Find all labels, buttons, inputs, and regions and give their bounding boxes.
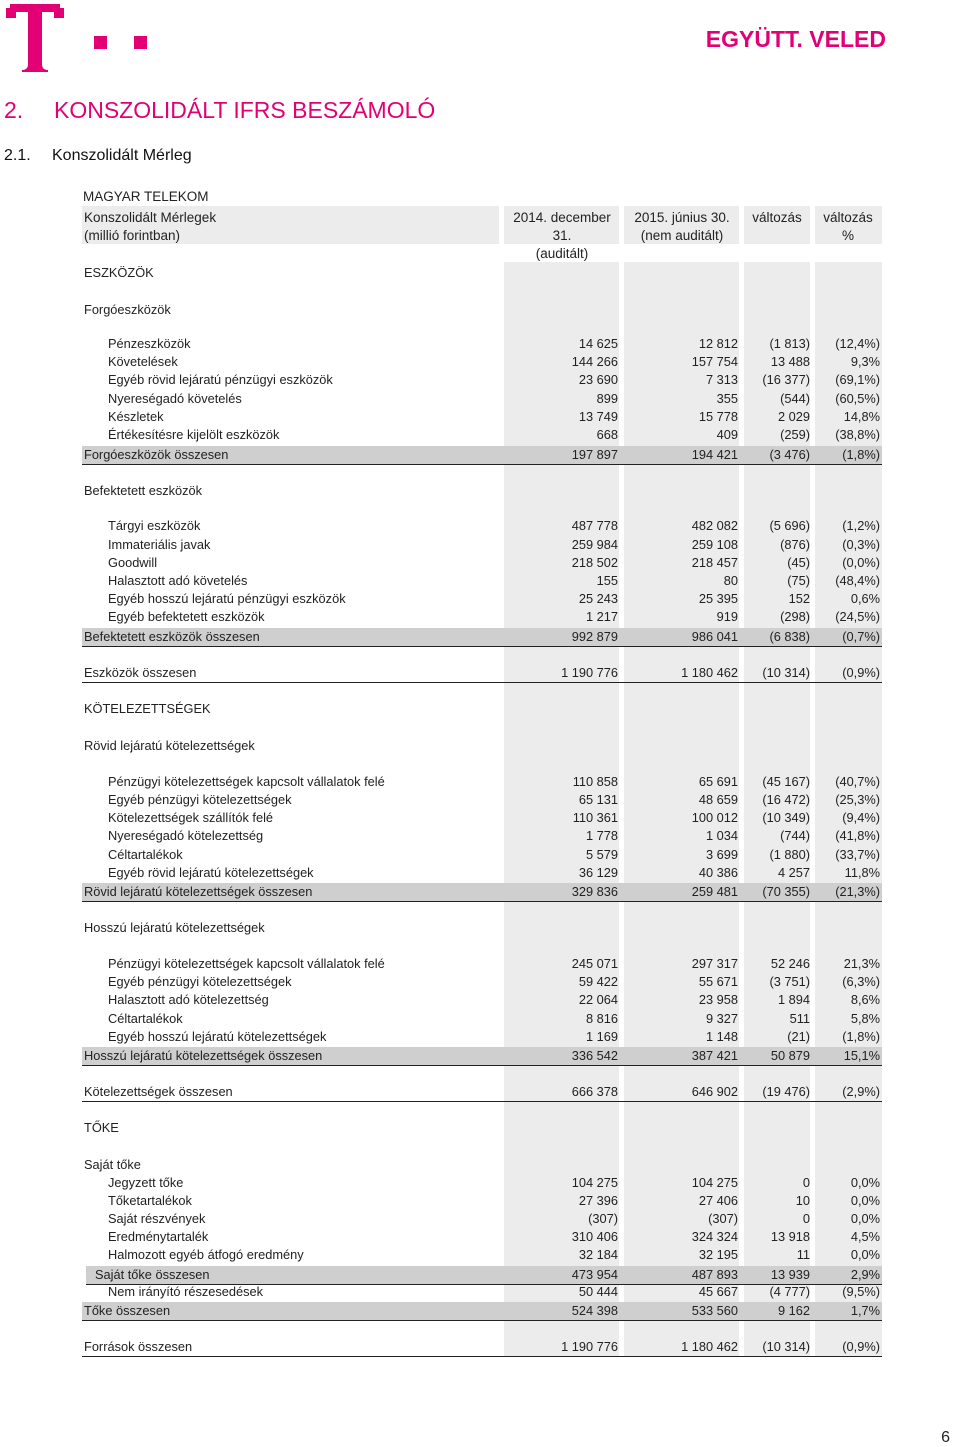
row-label: Pénzeszközök	[108, 336, 191, 351]
header-col2	[622, 209, 742, 245]
row-value-col3: (259)	[780, 427, 810, 442]
row-value-col1: 197 897	[571, 447, 618, 462]
page-number: 6	[941, 1429, 950, 1446]
row-label: Egyéb rövid lejáratú kötelezettségek	[108, 865, 314, 880]
row-value-col1: 22 064	[578, 992, 618, 1007]
row-value-col4: 1,7%	[850, 1303, 880, 1318]
table-row	[82, 827, 882, 845]
row-label: Egyéb hosszú lejáratú kötelezettségek	[108, 1029, 327, 1044]
table-row	[82, 1246, 882, 1264]
row-value-col3: (6 838)	[769, 629, 810, 644]
row-value-col3: 13 918	[770, 1229, 810, 1244]
row-value-col3: 50 879	[770, 1048, 810, 1063]
row-label: Saját részvények	[108, 1211, 206, 1226]
row-label: Rövid lejáratú kötelezettségek	[84, 738, 255, 753]
row-value-col2: 355	[716, 391, 738, 406]
row-value-col4: (40,7%)	[835, 774, 880, 789]
row-value-col2: 15 778	[698, 409, 738, 424]
row-value-col1: 473 954	[571, 1267, 618, 1282]
row-label: Saját tőke összesen	[95, 1267, 210, 1282]
header-gap	[82, 244, 882, 262]
row-value-col4: (25,3%)	[835, 792, 880, 807]
row-label: Befektetett eszközök	[84, 483, 203, 498]
row-value-col3: (19 476)	[762, 1084, 810, 1099]
row-value-col4: 0,0%	[850, 1211, 880, 1226]
section-header-row	[82, 264, 882, 282]
table-row	[82, 572, 882, 590]
row-value-col3: 9 162	[777, 1303, 810, 1318]
row-label: TŐKE	[84, 1120, 119, 1135]
row-value-col4: 8,6%	[850, 992, 880, 1007]
row-value-col1: 259 984	[571, 537, 618, 552]
row-value-col2: 32 195	[698, 1247, 738, 1262]
row-label: Egyéb pénzügyi kötelezettségek	[108, 792, 292, 807]
row-value-col4: (1,2%)	[842, 518, 880, 533]
row-value-col3: 0	[802, 1211, 810, 1226]
row-label: Egyéb hosszú lejáratú pénzügyi eszközök	[108, 591, 346, 606]
table-row	[82, 809, 882, 827]
row-value-col3: (10 314)	[762, 665, 810, 680]
section-header-row	[82, 919, 882, 937]
row-value-col4: (1,8%)	[842, 1029, 880, 1044]
row-underline	[82, 1101, 882, 1102]
total-row	[82, 883, 882, 901]
table-row	[82, 408, 882, 426]
row-label: Forgóeszközök	[84, 302, 171, 317]
table-row	[82, 335, 882, 353]
row-value-col1: 310 406	[571, 1229, 618, 1244]
row-value-col3: (744)	[780, 828, 810, 843]
row-value-col1: 992 879	[571, 629, 618, 644]
row-label: Céltartalékok	[108, 1011, 183, 1026]
row-value-col4: (12,4%)	[835, 336, 880, 351]
row-value-col2: 100 012	[691, 810, 738, 825]
row-label: Értékesítésre kijelölt eszközök	[108, 427, 280, 442]
row-value-col3: 13 939	[770, 1267, 810, 1282]
row-label: Rövid lejáratú kötelezettségek összesen	[84, 884, 313, 899]
row-value-col2: 409	[716, 427, 738, 442]
row-label: Készletek	[108, 409, 164, 424]
row-value-col2: 533 560	[691, 1303, 738, 1318]
subsection-title: Konszolidált Mérleg	[52, 147, 192, 164]
total-row	[82, 446, 882, 464]
row-value-col3: (4 777)	[769, 1284, 810, 1299]
row-value-col3: (75)	[787, 573, 810, 588]
table-row	[82, 517, 882, 535]
section-title: KONSZOLIDÁLT IFRS BESZÁMOLÓ	[54, 97, 436, 123]
table-row	[82, 991, 882, 1009]
header-col1-line2: (auditált)	[535, 246, 589, 261]
row-underline	[82, 464, 882, 465]
row-value-col2: 194 421	[691, 447, 738, 462]
header-col2-line2: (nem auditált)	[640, 228, 724, 243]
row-value-col1: 23 690	[578, 372, 618, 387]
row-label: Kötelezettségek szállítók felé	[108, 810, 274, 825]
row-label: Egyéb rövid lejáratú pénzügyi eszközök	[108, 372, 333, 387]
row-label: Eszközök összesen	[84, 665, 197, 680]
row-value-col4: 4,5%	[850, 1229, 880, 1244]
row-value-col3: (10 349)	[762, 810, 810, 825]
row-value-col1: 110 858	[572, 774, 618, 789]
row-value-col4: (21,3%)	[835, 884, 880, 899]
row-value-col1: 666 378	[571, 1084, 618, 1099]
row-value-col3: 0	[802, 1175, 810, 1190]
table-row	[82, 1174, 882, 1192]
total-row	[86, 1266, 882, 1284]
row-value-col1: 487 778	[571, 518, 618, 533]
row-value-col2: 45 667	[698, 1284, 738, 1299]
row-value-col2: 218 457	[691, 555, 738, 570]
total-row	[82, 628, 882, 646]
row-value-col1: 50 444	[578, 1284, 618, 1299]
table-row	[82, 846, 882, 864]
section-header-row	[82, 1156, 882, 1174]
table-row	[82, 1192, 882, 1210]
row-value-col1: 1 190 776	[561, 1339, 618, 1354]
row-value-col1: 144 266	[571, 354, 618, 369]
table-row	[82, 608, 882, 626]
table-row	[82, 1210, 882, 1228]
row-value-col1: 1 217	[585, 609, 618, 624]
row-value-col2: 104 275	[691, 1175, 738, 1190]
header-label-line1: Konszolidált Mérlegek	[84, 210, 217, 225]
row-value-col1: (307)	[588, 1211, 618, 1226]
row-value-col1: 36 129	[578, 865, 618, 880]
row-value-col2: 9 327	[705, 1011, 738, 1026]
row-value-col1: 899	[596, 391, 618, 406]
table-row	[82, 554, 882, 572]
row-value-col2: 157 754	[691, 354, 738, 369]
row-value-col4: (24,5%)	[835, 609, 880, 624]
row-value-col4: 21,3%	[843, 956, 880, 971]
total-row	[82, 1083, 882, 1101]
row-value-col2: 40 386	[698, 865, 738, 880]
row-value-col3: (1 880)	[769, 847, 810, 862]
row-label: Goodwill	[108, 555, 158, 570]
row-label: Tárgyi eszközök	[108, 518, 201, 533]
section-header-row	[82, 737, 882, 755]
row-value-col4: (48,4%)	[835, 573, 880, 588]
brand-slogan: EGYÜTT. VELED	[705, 26, 886, 52]
row-value-col4: 0,0%	[850, 1193, 880, 1208]
table-row	[82, 390, 882, 408]
table-row	[82, 1028, 882, 1046]
table-row	[82, 426, 882, 444]
row-label: Halasztott adó követelés	[108, 573, 248, 588]
row-label: Nyereségadó követelés	[108, 391, 242, 406]
row-value-col4: 9,3%	[850, 354, 880, 369]
row-label: Hosszú lejáratú kötelezettségek összesen	[84, 1048, 323, 1063]
telekom-t-logo-icon	[6, 4, 156, 72]
row-value-col4: 0,0%	[850, 1247, 880, 1262]
header-col4-line1: változás	[823, 210, 873, 225]
row-label: Nyereségadó kötelezettség	[108, 828, 264, 843]
row-value-col3: (1 813)	[769, 336, 810, 351]
row-label: Forgóeszközök összesen	[84, 447, 229, 462]
row-label: Halmozott egyéb átfogó eredmény	[108, 1247, 304, 1262]
total-row	[82, 1302, 882, 1320]
row-value-col3: (16 472)	[762, 792, 810, 807]
table-row	[82, 955, 882, 973]
table-row	[82, 353, 882, 371]
row-value-col4: 14,8%	[843, 409, 880, 424]
row-value-col1: 155	[596, 573, 618, 588]
row-value-col4: 2,9%	[850, 1267, 880, 1282]
row-value-col3: (3 476)	[769, 447, 810, 462]
row-value-col3: (16 377)	[762, 372, 810, 387]
row-value-col4: (2,9%)	[842, 1084, 880, 1099]
row-value-col2: 259 108	[691, 537, 738, 552]
table-row	[82, 371, 882, 389]
table-row	[82, 1283, 882, 1301]
row-value-col3: 11	[796, 1247, 810, 1262]
row-value-col2: 487 893	[691, 1267, 738, 1282]
row-value-col2: 324 324	[691, 1229, 738, 1244]
row-value-col1: 336 542	[571, 1048, 618, 1063]
row-value-col3: (3 751)	[769, 974, 810, 989]
section-header-row	[82, 1119, 882, 1137]
row-value-col2: 646 902	[691, 1084, 738, 1099]
row-value-col2: 1 180 462	[681, 665, 738, 680]
row-value-col3: 13 488	[770, 354, 810, 369]
row-underline	[82, 1065, 882, 1066]
header-label	[84, 209, 384, 245]
section-heading	[4, 97, 435, 124]
row-label: ESZKÖZÖK	[84, 265, 154, 280]
row-value-col2: 919	[716, 609, 738, 624]
row-value-col4: (60,5%)	[835, 391, 880, 406]
row-value-col2: 986 041	[691, 629, 738, 644]
row-value-col2: 1 034	[705, 828, 738, 843]
table-row	[82, 1228, 882, 1246]
row-label: Jegyzett tőke	[108, 1175, 184, 1190]
row-value-col4: (0,3%)	[842, 537, 880, 552]
row-value-col4: 15,1%	[843, 1048, 880, 1063]
row-value-col4: (0,9%)	[842, 665, 880, 680]
row-label: Saját tőke	[84, 1157, 141, 1172]
row-underline	[82, 1320, 882, 1321]
row-label: Egyéb pénzügyi kötelezettségek	[108, 974, 292, 989]
header-col3-line1: változás	[752, 210, 802, 225]
row-value-col1: 329 836	[571, 884, 618, 899]
header-col4-line2: %	[841, 228, 854, 243]
row-value-col2: 482 082	[691, 518, 738, 533]
row-value-col2: 25 395	[698, 591, 738, 606]
row-value-col2: 80	[723, 573, 738, 588]
row-value-col4: 5,8%	[850, 1011, 880, 1026]
section-header-row	[82, 700, 882, 718]
row-value-col3: (10 314)	[762, 1339, 810, 1354]
row-label: Céltartalékok	[108, 847, 183, 862]
row-value-col3: (544)	[780, 391, 810, 406]
row-label: Halasztott adó kötelezettség	[108, 992, 269, 1007]
row-value-col4: (33,7%)	[835, 847, 880, 862]
row-value-col4: 11,8%	[844, 865, 880, 880]
row-value-col4: (1,8%)	[842, 447, 880, 462]
section-header-row	[82, 482, 882, 500]
row-label: KÖTELEZETTSÉGEK	[84, 701, 211, 716]
section-header-row	[82, 301, 882, 319]
row-value-col3: 2 029	[777, 409, 810, 424]
row-value-col1: 110 361	[572, 810, 618, 825]
row-value-col3: (45 167)	[762, 774, 810, 789]
row-value-col2: 1 180 462	[681, 1339, 738, 1354]
row-value-col2: 48 659	[698, 792, 738, 807]
row-value-col4: (6,3%)	[842, 974, 880, 989]
row-value-col3: (21)	[787, 1029, 810, 1044]
row-value-col1: 32 184	[578, 1247, 618, 1262]
company-name: MAGYAR TELEKOM	[83, 189, 209, 204]
row-label: Befektetett eszközök összesen	[84, 629, 260, 644]
row-label: Pénzügyi kötelezettségek kapcsolt vállalatok felé	[108, 774, 385, 789]
row-value-col4: (0,9%)	[842, 1339, 880, 1354]
header-col1-line1: 2014. december 31.	[513, 210, 611, 243]
row-value-col1: 59 422	[578, 974, 618, 989]
row-value-col4: 0,6%	[850, 591, 880, 606]
subsection-number: 2.1.	[4, 147, 31, 164]
row-value-col4: (0,7%)	[842, 629, 880, 644]
row-value-col1: 218 502	[571, 555, 618, 570]
row-underline	[82, 1356, 882, 1357]
row-value-col1: 1 778	[585, 828, 618, 843]
row-value-col4: (38,8%)	[835, 427, 880, 442]
table-row	[82, 973, 882, 991]
row-value-col1: 1 190 776	[561, 665, 618, 680]
row-value-col4: (9,4%)	[842, 810, 880, 825]
total-row	[82, 1338, 882, 1356]
row-value-col2: 7 313	[705, 372, 738, 387]
table-row	[82, 536, 882, 554]
row-value-col3: (876)	[780, 537, 810, 552]
row-label: Egyéb befektetett eszközök	[108, 609, 265, 624]
row-value-col3: 52 246	[770, 956, 810, 971]
row-value-col1: 245 071	[571, 956, 618, 971]
row-value-col4: (69,1%)	[835, 372, 880, 387]
row-value-col4: (9,5%)	[842, 1284, 880, 1299]
row-value-col4: (0,0%)	[842, 555, 880, 570]
row-value-col3: 511	[789, 1011, 810, 1026]
row-value-col3: (70 355)	[762, 884, 810, 899]
row-value-col2: 65 691	[698, 774, 738, 789]
row-value-col1: 27 396	[578, 1193, 618, 1208]
row-label: Források összesen	[84, 1339, 193, 1354]
row-value-col4: 0,0%	[850, 1175, 880, 1190]
row-label: Követelések	[108, 354, 178, 369]
table-row	[82, 791, 882, 809]
row-underline	[82, 901, 882, 902]
row-value-col2: 259 481	[691, 884, 738, 899]
total-row	[82, 1047, 882, 1065]
row-value-col1: 5 579	[585, 847, 618, 862]
row-label: Hosszú lejáratú kötelezettségek	[84, 920, 265, 935]
row-label: Pénzügyi kötelezettségek kapcsolt vállalatok felé	[108, 956, 385, 971]
row-value-col3: 4 257	[777, 865, 810, 880]
header-col2-line1: 2015. június 30.	[634, 210, 730, 225]
row-value-col3: (298)	[780, 609, 810, 624]
row-underline	[82, 682, 882, 683]
row-value-col1: 25 243	[578, 591, 618, 606]
row-value-col1: 65 131	[578, 792, 618, 807]
subsection-heading	[4, 147, 192, 165]
row-value-col2: 1 148	[705, 1029, 738, 1044]
row-value-col2: (307)	[708, 1211, 738, 1226]
section-number: 2.	[4, 97, 24, 123]
row-value-col2: 55 671	[698, 974, 738, 989]
row-label: Eredménytartalék	[108, 1229, 209, 1244]
row-label: Nem irányító részesedések	[108, 1284, 264, 1299]
row-value-col3: (45)	[787, 555, 810, 570]
table-row	[82, 773, 882, 791]
table-row	[82, 864, 882, 882]
table-row	[82, 590, 882, 608]
row-label: Tőke összesen	[84, 1303, 171, 1318]
row-value-col1: 8 816	[585, 1011, 618, 1026]
row-value-col1: 668	[596, 427, 618, 442]
row-underline	[82, 646, 882, 647]
row-value-col1: 14 625	[578, 336, 618, 351]
row-label: Kötelezettségek összesen	[84, 1084, 233, 1099]
header-col3	[742, 209, 812, 227]
row-value-col2: 27 406	[698, 1193, 738, 1208]
row-value-col3: 10	[795, 1193, 810, 1208]
header-col4	[813, 209, 883, 245]
row-label: Immateriális javak	[108, 537, 211, 552]
row-value-col2: 23 958	[698, 992, 738, 1007]
header-label-line2: (millió forintban)	[84, 228, 181, 243]
row-value-col1: 1 169	[585, 1029, 618, 1044]
table-row	[82, 1010, 882, 1028]
row-value-col2: 387 421	[691, 1048, 738, 1063]
row-value-col2: 297 317	[691, 956, 738, 971]
row-value-col4: (41,8%)	[835, 828, 880, 843]
row-value-col1: 524 398	[571, 1303, 618, 1318]
row-label: Tőketartalékok	[108, 1193, 192, 1208]
row-value-col2: 12 812	[698, 336, 738, 351]
row-value-col3: 1 894	[777, 992, 810, 1007]
row-value-col3: 152	[788, 591, 810, 606]
row-value-col1: 104 275	[571, 1175, 618, 1190]
total-row	[82, 664, 882, 682]
row-value-col2: 3 699	[705, 847, 738, 862]
header-col1	[502, 209, 622, 263]
row-value-col1: 13 749	[578, 409, 618, 424]
row-value-col3: (5 696)	[769, 518, 810, 533]
